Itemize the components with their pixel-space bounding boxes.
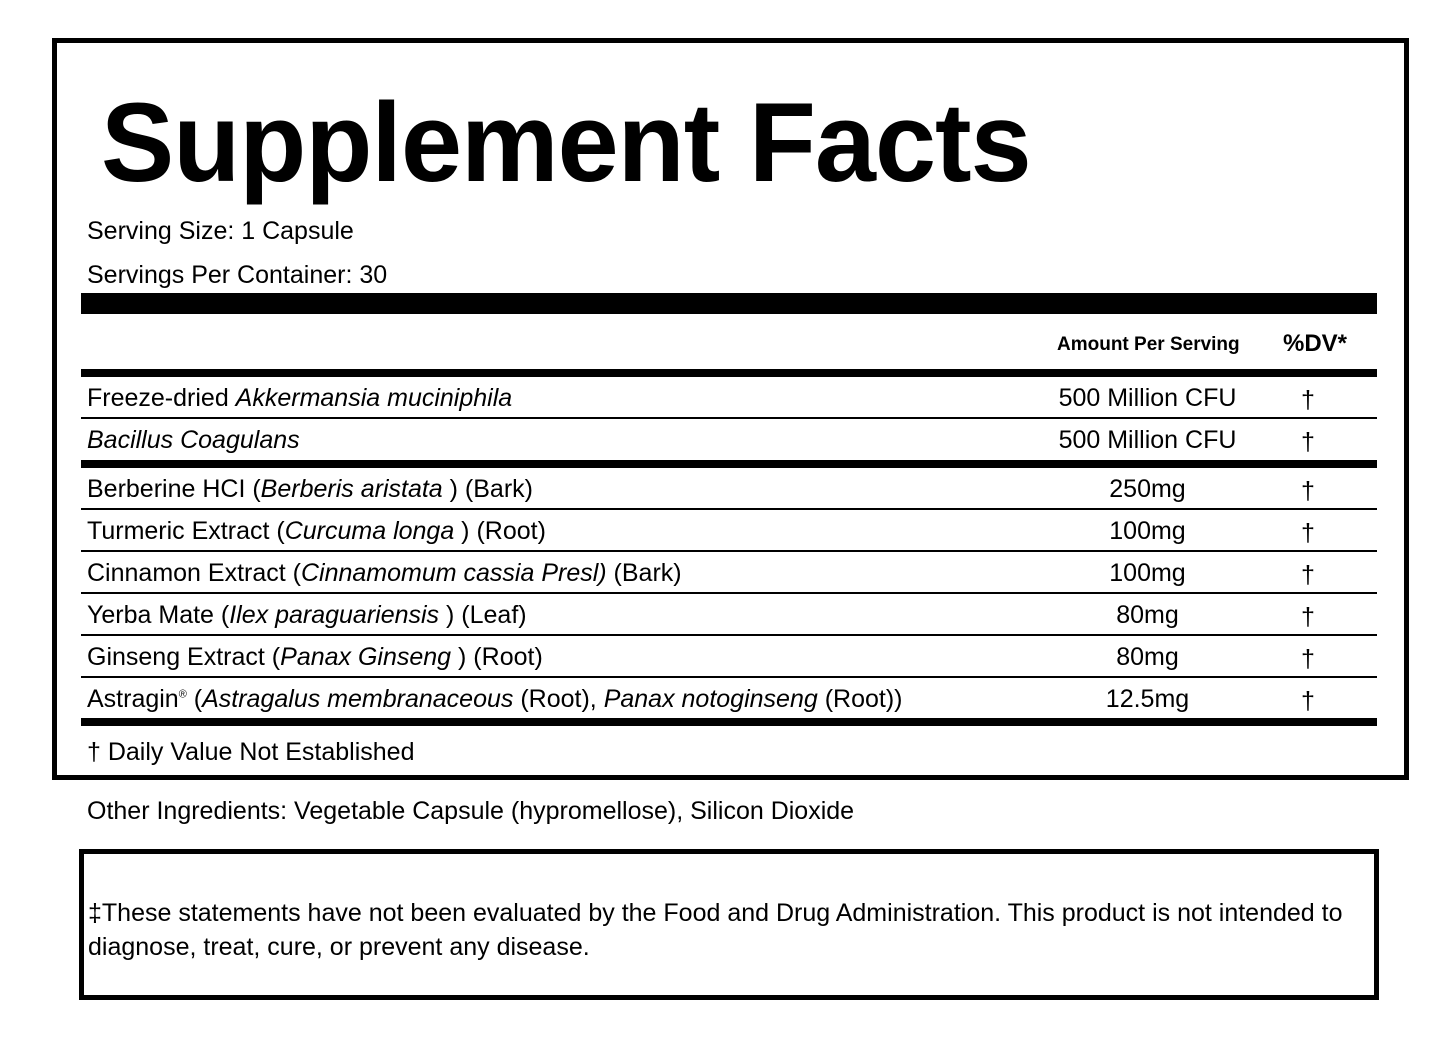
- ingredient-amount: 500 Million CFU: [1058, 426, 1237, 454]
- ingredient-amount: 100mg: [1109, 559, 1186, 587]
- ingredient-name: Berberine HCI (Berberis aristata ) (Bark): [87, 475, 533, 503]
- serving-size: Serving Size: 1 Capsule: [87, 217, 354, 245]
- supplement-facts-panel: [52, 38, 1409, 780]
- column-header-dv: %DV*: [1283, 330, 1348, 357]
- daily-value-footnote: † Daily Value Not Established: [87, 738, 415, 766]
- fda-disclaimer-box: [79, 849, 1379, 1000]
- registered-mark: ®: [178, 688, 187, 701]
- ingredient-dv: †: [1301, 687, 1315, 715]
- ingredient-dv: †: [1301, 428, 1315, 456]
- servings-per-container: Servings Per Container: 30: [87, 261, 388, 289]
- ingredient-name: Bacillus Coagulans: [87, 426, 300, 454]
- ingredient-dv: †: [1301, 603, 1315, 631]
- ingredient-dv: †: [1301, 561, 1315, 589]
- ingredient-dv: †: [1301, 645, 1315, 673]
- other-ingredients: Other Ingredients: Vegetable Capsule (hypromellose), Silicon Dioxide: [87, 797, 855, 825]
- ingredient-dv: †: [1301, 519, 1315, 547]
- ingredient-row: [81, 419, 1377, 468]
- ingredient-row: [81, 594, 1377, 636]
- ingredient-amount: 80mg: [1116, 643, 1179, 671]
- ingredient-dv: †: [1301, 386, 1315, 414]
- ingredient-name: Freeze-dried Akkermansia muciniphila: [87, 384, 513, 412]
- ingredient-name: Astragin® (Astragalus membranaceous (Root), Panax notoginseng (Root)): [87, 685, 903, 713]
- ingredient-amount: 12.5mg: [1105, 685, 1190, 713]
- ingredient-name: Ginseng Extract (Panax Ginseng ) (Root): [87, 643, 543, 671]
- ingredient-row: [81, 377, 1377, 419]
- ingredient-row: [81, 636, 1377, 678]
- ingredient-amount: 80mg: [1116, 601, 1179, 629]
- ingredient-table: [81, 377, 1377, 726]
- header-divider: [81, 369, 1377, 377]
- thick-divider: [81, 293, 1377, 314]
- ingredient-row: [81, 678, 1377, 726]
- ingredient-row: [81, 468, 1377, 510]
- ingredient-row: [81, 552, 1377, 594]
- ingredient-dv: †: [1301, 477, 1315, 505]
- ingredient-amount: 250mg: [1109, 475, 1186, 503]
- column-header-amount: Amount Per Serving: [1057, 334, 1240, 355]
- ingredient-name: Turmeric Extract (Curcuma longa ) (Root): [87, 517, 546, 545]
- ingredient-name: Yerba Mate (Ilex paraguariensis ) (Leaf): [87, 601, 527, 629]
- ingredient-amount: 100mg: [1109, 517, 1186, 545]
- panel-title: Supplement Facts: [101, 80, 1031, 205]
- fda-disclaimer-text: ‡These statements have not been evaluated by the Food and Drug Administration. This product is not intended to diagnose, treat, cure, or prevent any disease.: [88, 899, 1343, 961]
- ingredient-name: Cinnamon Extract (Cinnamomum cassia Presl) (Bark): [87, 559, 682, 587]
- ingredient-row: [81, 510, 1377, 552]
- ingredient-amount: 500 Million CFU: [1058, 384, 1237, 412]
